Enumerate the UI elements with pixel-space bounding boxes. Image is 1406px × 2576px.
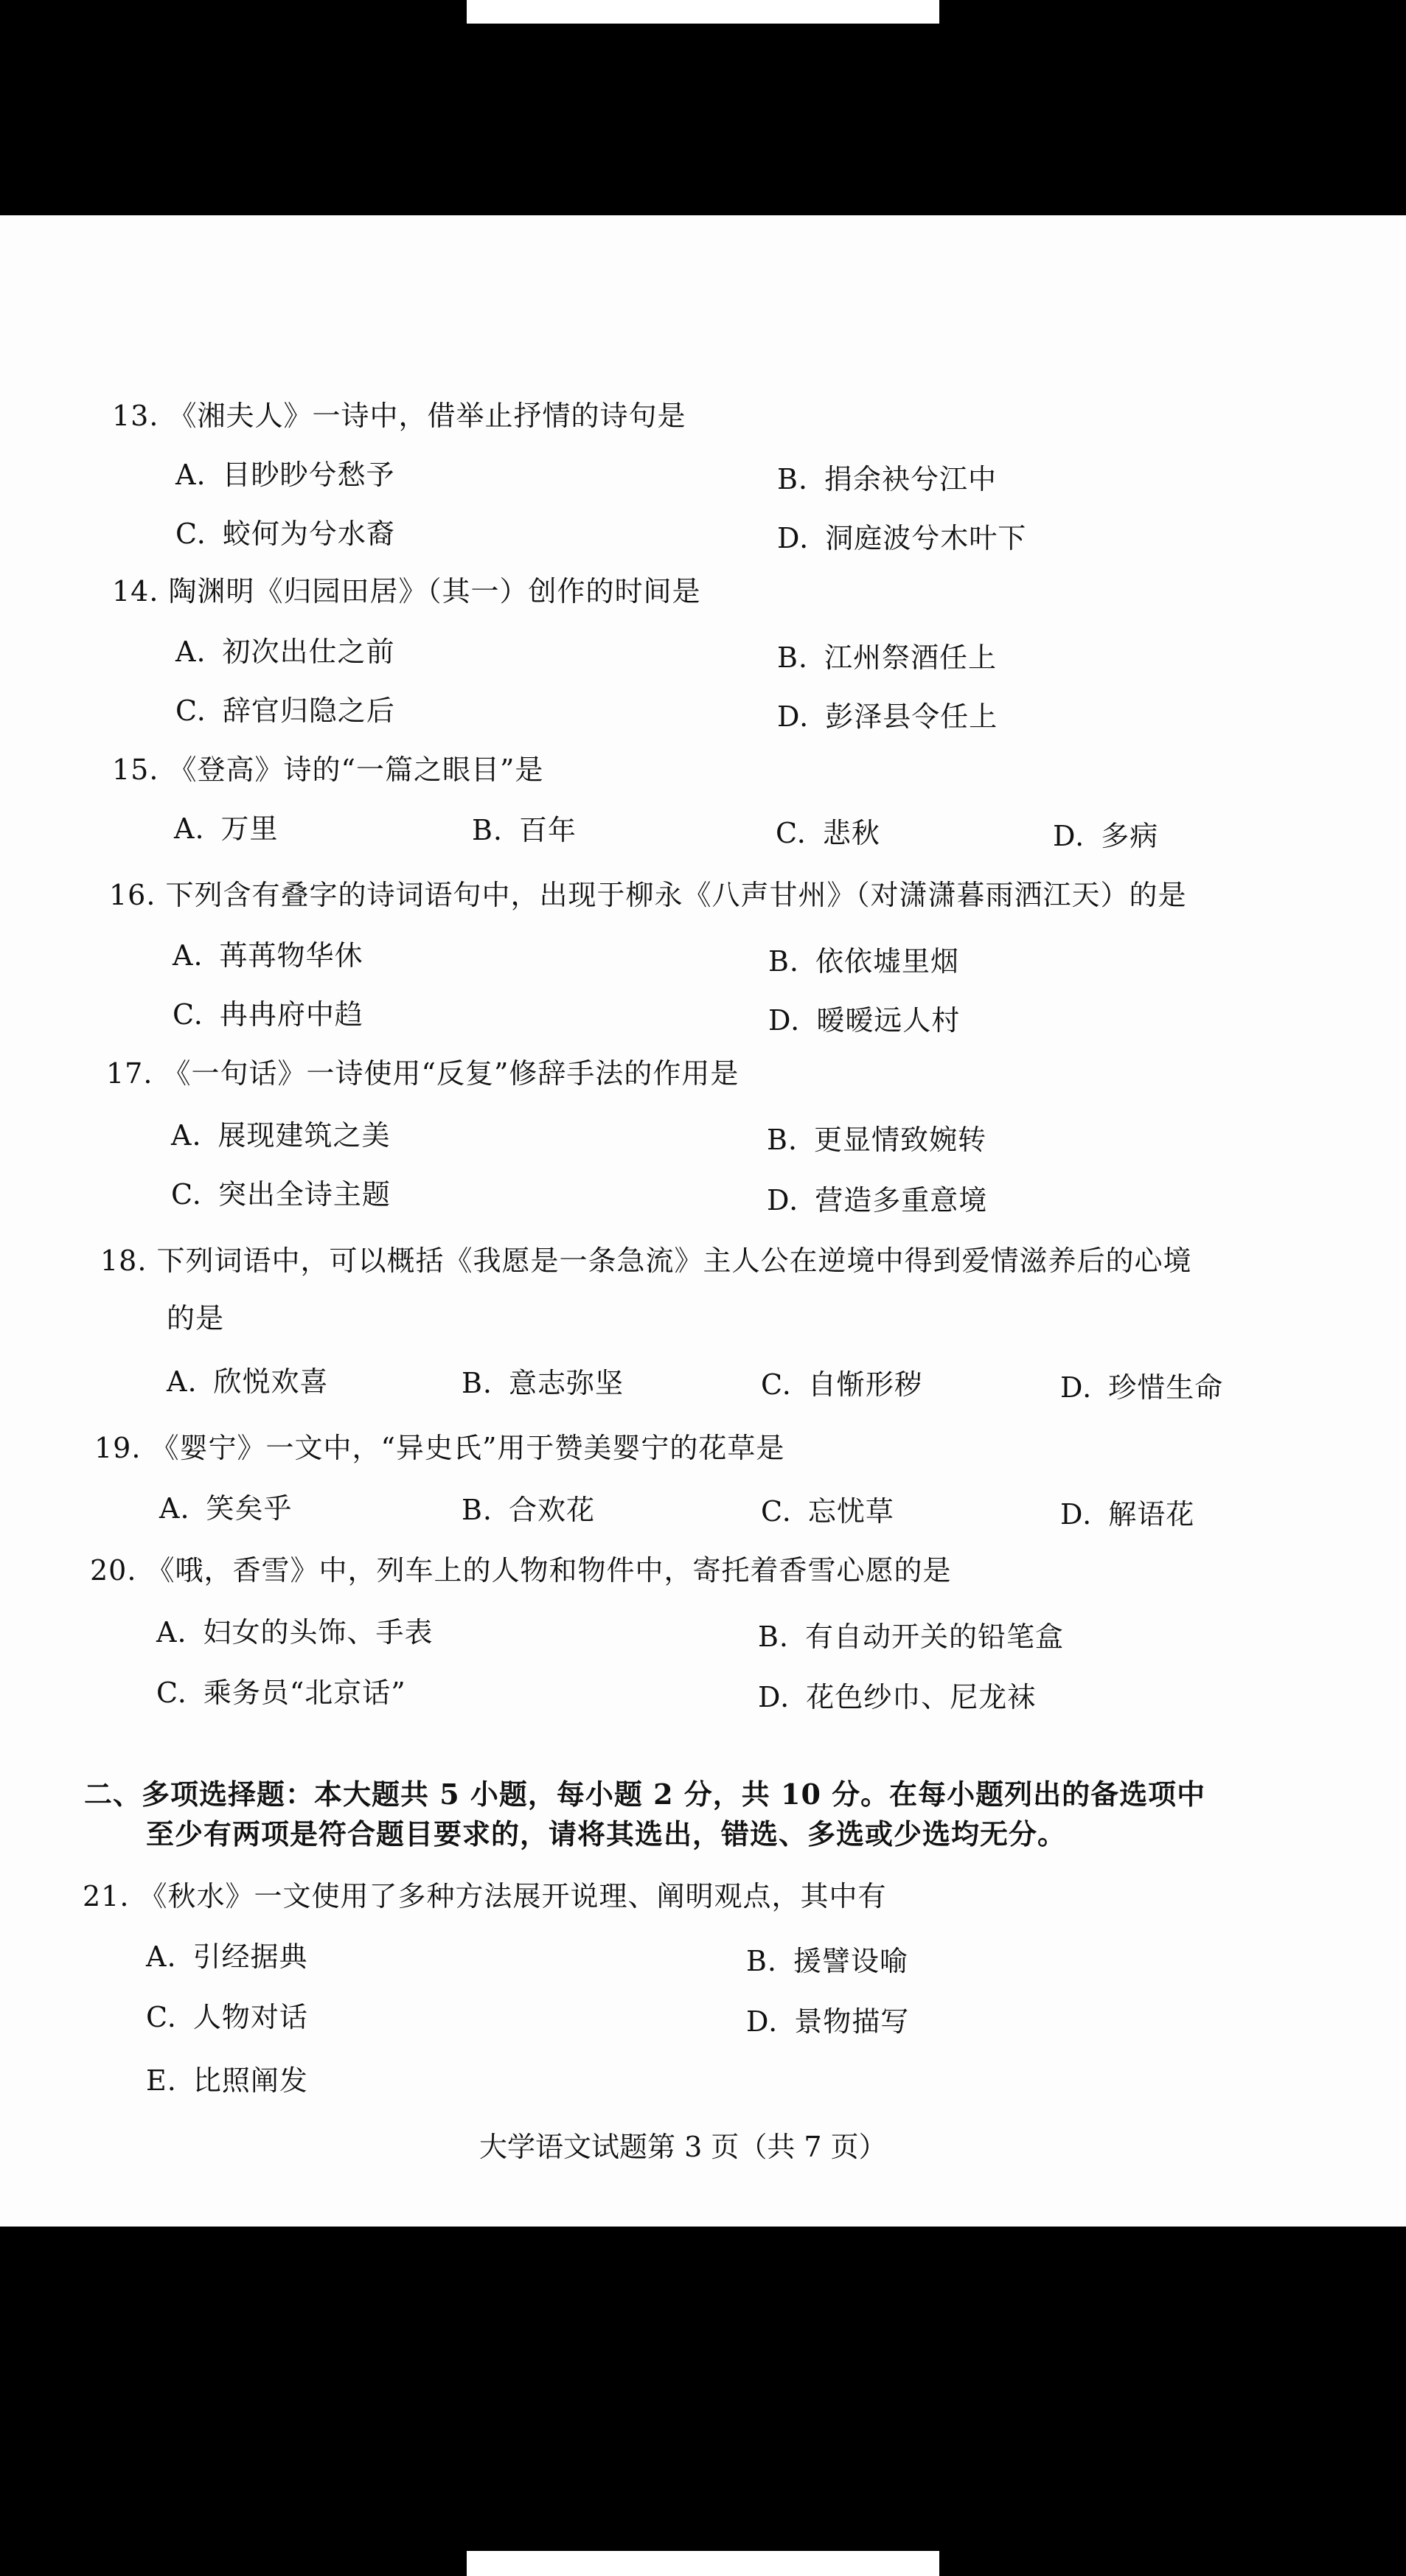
option-19-b bbox=[462, 1492, 595, 1528]
option-label: A. bbox=[171, 1119, 202, 1152]
question-14 bbox=[112, 574, 701, 609]
option-19-a bbox=[159, 1491, 293, 1526]
option-label: A. bbox=[156, 1616, 187, 1649]
option-label: A. bbox=[173, 939, 203, 972]
exam-page bbox=[0, 215, 1406, 2227]
question-18-stem-continuation: 的是 bbox=[167, 1302, 225, 1334]
option-20-b bbox=[758, 1619, 1064, 1654]
option-text: 欣悦欢喜 bbox=[213, 1365, 329, 1398]
question-16 bbox=[109, 877, 1187, 913]
option-text: 万里 bbox=[220, 812, 279, 845]
scan-border-tab-top bbox=[467, 0, 939, 24]
option-21-a bbox=[146, 1939, 308, 1974]
option-label: D. bbox=[777, 700, 810, 733]
option-21-c bbox=[146, 1999, 308, 2035]
option-16-c bbox=[173, 997, 363, 1032]
option-13-a bbox=[175, 457, 395, 492]
option-label: B. bbox=[777, 463, 809, 495]
option-label: D. bbox=[1053, 820, 1085, 852]
option-text: 突出全诗主题 bbox=[217, 1178, 391, 1211]
option-15-d bbox=[1053, 818, 1158, 854]
option-13-c bbox=[175, 516, 395, 551]
option-19-c bbox=[761, 1494, 894, 1529]
option-text: 援譬设喻 bbox=[793, 1945, 909, 1977]
option-text: 营造多重意境 bbox=[815, 1184, 988, 1216]
scan-border-tab-bottom bbox=[467, 2551, 939, 2576]
question-stem: 《哦，香雪》中，列车上的人物和物件中，寄托着香雪心愿的是 bbox=[146, 1554, 952, 1587]
question-number: 18. bbox=[100, 1245, 147, 1277]
option-text: 花色纱巾、尼龙袜 bbox=[806, 1681, 1037, 1713]
option-label: B. bbox=[462, 1367, 493, 1399]
option-text: 展现建筑之美 bbox=[217, 1119, 391, 1152]
option-text: 合欢花 bbox=[509, 1494, 596, 1526]
option-label: B. bbox=[472, 814, 504, 846]
option-label: B. bbox=[462, 1494, 493, 1526]
option-16-a bbox=[173, 938, 363, 973]
option-label: A. bbox=[159, 1492, 190, 1525]
option-14-b bbox=[777, 640, 997, 675]
option-text: 更显情致婉转 bbox=[814, 1124, 987, 1156]
option-label: B. bbox=[767, 1124, 798, 1156]
option-17-d bbox=[767, 1183, 987, 1218]
option-label: C. bbox=[156, 1677, 187, 1709]
question-20 bbox=[90, 1553, 952, 1588]
option-label: A. bbox=[146, 1940, 177, 1973]
option-text: 暧暧远人村 bbox=[816, 1004, 961, 1037]
option-13-d bbox=[777, 521, 1026, 556]
option-label: D. bbox=[746, 2005, 779, 2038]
option-13-b bbox=[777, 462, 997, 497]
option-19-d bbox=[1060, 1497, 1194, 1532]
question-number: 21. bbox=[83, 1880, 130, 1912]
option-text: 有自动开关的铅笔盒 bbox=[805, 1621, 1065, 1653]
option-16-b bbox=[768, 944, 959, 979]
question-stem: 《湘夫人》一诗中，借举止抒情的诗句是 bbox=[168, 400, 686, 432]
option-14-d bbox=[777, 699, 998, 734]
option-text: 忘忧草 bbox=[807, 1495, 894, 1528]
option-text: 笑矣乎 bbox=[206, 1492, 293, 1525]
question-17 bbox=[106, 1056, 739, 1091]
option-text: 初次出仕之前 bbox=[222, 636, 395, 668]
question-stem: 下列含有叠字的诗词语句中，出现于柳永《八声甘州》（对潇潇暮雨洒江天）的是 bbox=[165, 879, 1187, 911]
option-15-c bbox=[776, 815, 880, 851]
question-number: 15. bbox=[112, 753, 159, 786]
option-text: 蛟何为兮水裔 bbox=[222, 518, 395, 550]
question-stem: 下列词语中，可以概括《我愿是一条急流》主人公在逆境中得到爱情滋养后的心境 bbox=[156, 1245, 1192, 1277]
option-text: 多病 bbox=[1101, 820, 1159, 852]
option-15-b bbox=[472, 812, 577, 848]
option-label: D. bbox=[767, 1184, 799, 1216]
option-text: 自惭形秽 bbox=[807, 1368, 923, 1401]
option-label: D. bbox=[1060, 1498, 1093, 1531]
option-label: D. bbox=[758, 1681, 790, 1713]
option-18-d bbox=[1060, 1370, 1223, 1405]
question-number: 14. bbox=[112, 575, 159, 608]
option-text: 悲秋 bbox=[822, 817, 880, 849]
option-label: E. bbox=[146, 2064, 177, 2097]
option-20-d bbox=[758, 1679, 1036, 1715]
question-number: 13. bbox=[112, 400, 159, 432]
option-text: 解语花 bbox=[1108, 1498, 1195, 1531]
option-text: 目眇眇兮愁予 bbox=[222, 459, 395, 491]
option-17-a bbox=[171, 1118, 391, 1153]
question-15 bbox=[112, 752, 543, 787]
option-label: A. bbox=[167, 1365, 198, 1398]
question-number: 20. bbox=[90, 1554, 137, 1587]
option-text: 洞庭波兮木叶下 bbox=[825, 522, 1027, 554]
option-label: C. bbox=[171, 1178, 202, 1211]
option-label: B. bbox=[746, 1945, 778, 1977]
option-label: D. bbox=[777, 522, 810, 554]
option-text: 冉冉府中趋 bbox=[219, 998, 363, 1031]
section-2-instructions-line-2: 至少有两项是符合题目要求的，请将其选出，错选、多选或少选均无分。 bbox=[146, 1817, 1067, 1851]
question-number: 19. bbox=[94, 1432, 142, 1464]
option-text: 江州祭酒任上 bbox=[824, 641, 998, 674]
question-21 bbox=[83, 1879, 887, 1914]
option-label: C. bbox=[761, 1495, 792, 1528]
option-text: 比照阐发 bbox=[192, 2064, 308, 2097]
option-label: C. bbox=[173, 998, 203, 1031]
option-text: 人物对话 bbox=[192, 2001, 308, 2033]
option-text: 意志弥坚 bbox=[509, 1367, 624, 1399]
option-label: C. bbox=[175, 695, 206, 727]
option-text: 苒苒物华休 bbox=[219, 939, 363, 972]
option-18-b bbox=[462, 1365, 624, 1401]
option-text: 妇女的头饰、手表 bbox=[203, 1616, 434, 1649]
option-text: 乘务员“北京话” bbox=[203, 1677, 406, 1709]
option-21-d bbox=[746, 2004, 909, 2039]
option-label: A. bbox=[175, 459, 206, 491]
question-number: 17. bbox=[106, 1057, 153, 1090]
page-footer: 大学语文试题第 3 页（共 7 页） bbox=[479, 2131, 887, 2163]
option-label: D. bbox=[1060, 1371, 1093, 1404]
option-label: A. bbox=[174, 812, 205, 845]
option-14-a bbox=[175, 634, 395, 669]
option-18-c bbox=[761, 1367, 923, 1402]
section-2-instructions-line-1: 二、多项选择题：本大题共 5 小题，每小题 2 分，共 10 分。在每小题列出的备选项中 bbox=[84, 1778, 1206, 1811]
question-stem: 《一句话》一诗使用“反复”修辞手法的作用是 bbox=[162, 1057, 739, 1090]
option-14-c bbox=[175, 693, 395, 728]
option-17-c bbox=[171, 1177, 391, 1212]
option-label: B. bbox=[768, 945, 800, 978]
option-label: A. bbox=[175, 636, 206, 668]
option-20-c bbox=[156, 1675, 406, 1710]
option-text: 辞官归隐之后 bbox=[222, 695, 395, 727]
option-label: C. bbox=[776, 817, 807, 849]
option-21-b bbox=[746, 1943, 908, 1979]
question-19 bbox=[94, 1430, 784, 1466]
option-label: C. bbox=[175, 518, 206, 550]
option-text: 捐余袂兮江中 bbox=[824, 463, 998, 495]
question-stem: 《秋水》一文使用了多种方法展开说理、阐明观点，其中有 bbox=[139, 1880, 887, 1912]
option-15-a bbox=[174, 811, 279, 846]
option-text: 百年 bbox=[519, 814, 577, 846]
option-label: C. bbox=[146, 2001, 177, 2033]
question-stem: 陶渊明《归园田居》（其一）创作的时间是 bbox=[168, 575, 701, 608]
question-number: 16. bbox=[109, 879, 156, 911]
option-label: D. bbox=[768, 1004, 801, 1037]
option-18-a bbox=[167, 1364, 329, 1399]
option-17-b bbox=[767, 1122, 986, 1158]
option-20-a bbox=[156, 1615, 434, 1650]
option-16-d bbox=[768, 1003, 960, 1038]
option-text: 景物描写 bbox=[794, 2005, 910, 2038]
question-stem: 《登高》诗的“一篇之眼目”是 bbox=[168, 753, 544, 786]
option-text: 珍惜生命 bbox=[1108, 1371, 1224, 1404]
option-label: B. bbox=[777, 641, 809, 674]
option-21-e bbox=[146, 2063, 308, 2098]
question-13 bbox=[112, 398, 686, 434]
option-text: 引经据典 bbox=[192, 1940, 308, 1973]
option-label: B. bbox=[758, 1621, 790, 1653]
option-text: 彭泽县令任上 bbox=[825, 700, 998, 733]
question-18 bbox=[100, 1243, 1192, 1278]
question-stem: 《婴宁》一文中，“异史氏”用于赞美婴宁的花草是 bbox=[150, 1432, 785, 1464]
option-label: C. bbox=[761, 1368, 792, 1401]
option-text: 依依墟里烟 bbox=[815, 945, 960, 978]
